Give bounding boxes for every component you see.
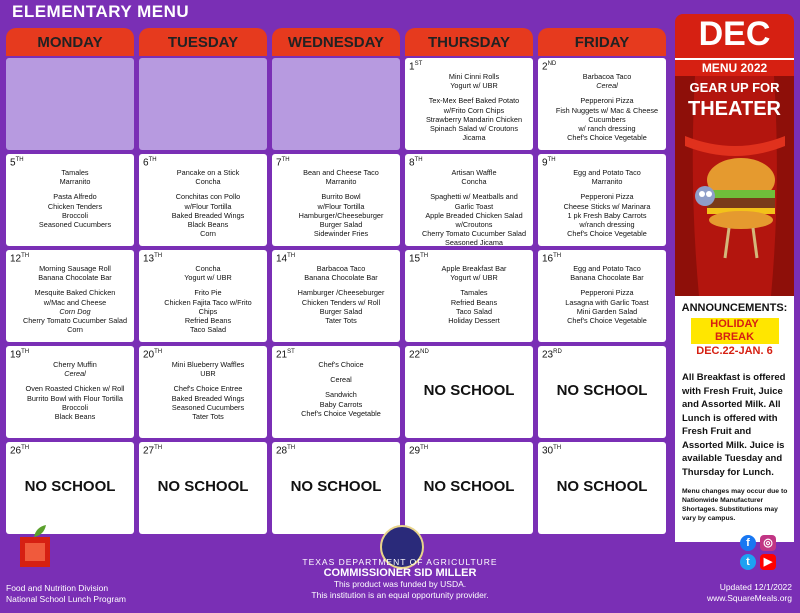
menu-item: Baby Carrots (319, 399, 363, 409)
day-cell (139, 58, 267, 150)
menu-item: Burger Salad (319, 220, 363, 230)
no-school-label: NO SCHOOL (423, 382, 515, 399)
theater-banner (675, 76, 794, 296)
menu-item: Tater Tots (192, 412, 224, 422)
day-cell (272, 58, 400, 150)
menu-item: Taco Salad (455, 306, 493, 316)
date-label: 14TH (276, 253, 296, 265)
menu-items (552, 264, 662, 325)
menu-item: Cherry Tomato Cucumber Salad (22, 316, 128, 326)
menu-item: Pasta Alfredo (53, 192, 97, 202)
theater-text: THEATER (688, 98, 781, 120)
menu-items (153, 264, 263, 334)
menu-items (20, 168, 130, 229)
menu-item: Cereal (330, 375, 352, 385)
funding-text: This product was funded by USDA. (333, 579, 467, 589)
menu-item: Chef's Choice Vegetable (567, 133, 647, 143)
menu-items (552, 168, 662, 238)
menu-item: w/Frito Corn Chips (443, 105, 505, 115)
menu-item: Taco Salad (189, 325, 227, 335)
date-label: 7TH (276, 157, 290, 169)
menu-item: Seasoned Cucumbers (171, 402, 245, 412)
month-label: DEC (698, 15, 771, 53)
menu-item: Mini Garden Salad (576, 306, 638, 316)
menu-item: Conchitas con Pollo (175, 192, 241, 202)
holiday-break-badge: HOLIDAY BREAK (691, 318, 779, 344)
menu-item: Black Beans (54, 412, 96, 422)
day-header-wednesday: WEDNESDAY (272, 28, 400, 56)
month-box (675, 14, 794, 58)
menu-item: Morning Sausage Roll (39, 264, 111, 273)
date-label: 12TH (10, 253, 30, 265)
menu-item: Broccoli (62, 210, 88, 220)
menu-item: Cheese Sticks w/ Marinara (563, 201, 651, 211)
menu-item: Pepperoni Pizza (580, 96, 634, 106)
menu-items (20, 360, 130, 421)
day-cell (6, 250, 134, 342)
page-title: ELEMENTARY MENU (12, 2, 190, 21)
announcements-title: ANNOUNCEMENTS: (681, 302, 788, 314)
menu-item: Banana Chocolate Bar (38, 273, 112, 283)
menu-item: Sandwich (325, 390, 357, 400)
date-label: 19TH (10, 349, 30, 361)
menu-item: Pancake on a Stick (176, 168, 240, 177)
social-icons (740, 535, 778, 575)
date-label: 26TH (10, 445, 30, 457)
program-text: National School Lunch Program (6, 594, 127, 604)
menu-item: w/Flour Tortilla (317, 201, 365, 211)
menu-item: Yogurt w/ UBR (184, 273, 232, 283)
day-cell (139, 442, 267, 534)
menu-item: Burger Salad (319, 306, 363, 316)
day-cell (6, 346, 134, 438)
date-label: 22ND (409, 349, 429, 361)
day-cell (538, 58, 666, 150)
date-label: 2ND (542, 61, 557, 73)
menu-item: Chicken Fajita Taco w/Frito (164, 297, 252, 307)
menu-item: Mini Cinni Rolls (448, 72, 500, 81)
day-header-tuesday: TUESDAY (139, 28, 267, 56)
menu-item: Frito Pie (194, 288, 222, 298)
date-label: 23RD (542, 349, 562, 361)
menu-item: Chef's Choice Vegetable (567, 229, 647, 239)
menu-item: Banana Chocolate Bar (570, 273, 644, 283)
menu-item: Chef's Choice Vegetable (301, 408, 381, 418)
menu-item: Oven Roasted Chicken w/ Roll (25, 384, 125, 394)
menu-year-label: MENU 2022 (675, 58, 794, 78)
date-label: 28TH (276, 445, 296, 457)
menu-item: UBR (200, 369, 216, 379)
day-cell (139, 346, 267, 438)
commissioner-text: COMMISSIONER SID MILLER (323, 567, 477, 579)
date-label: 30TH (542, 445, 562, 457)
menu-item: w/ ranch dressing (578, 124, 636, 134)
menu-item: Chef's Choice Entree (173, 384, 243, 394)
day-cell (538, 154, 666, 246)
day-cell (405, 250, 533, 342)
menu-items (153, 168, 263, 238)
offer-info-text: All Breakfast is offered with Fresh Fruit, Juice and Assorted Milk. All Lunch is offered with Fresh Fruit and Assorted Milk. Juice is available Tuesday and Thursday for Lunch. (682, 372, 786, 478)
day-cell (139, 154, 267, 246)
day-cell (405, 346, 533, 438)
menu-item: Seasoned Cucumbers (38, 220, 112, 230)
no-school-label: NO SCHOOL (157, 478, 249, 495)
day-cell (6, 58, 134, 150)
announcements-panel (675, 296, 794, 542)
menu-item: Chef's Choice (318, 360, 364, 369)
date-label: 27TH (143, 445, 163, 457)
equal-opportunity-text: This institution is an equal opportunity provider. (311, 590, 489, 600)
menu-items (286, 264, 396, 325)
day-cell (6, 442, 134, 534)
menu-item: Garlic Toast (454, 201, 494, 211)
website-link[interactable]: www.SquareMeals.org (706, 593, 792, 603)
day-cell (6, 154, 134, 246)
menu-item: Chicken Tenders w/ Roll (301, 297, 381, 307)
date-label: 6TH (143, 157, 157, 169)
menu-item: Mesquite Baked Chicken (34, 288, 116, 298)
footer-center (0, 557, 800, 601)
no-school-label: NO SCHOOL (24, 478, 116, 495)
twitter-icon[interactable]: t (740, 554, 756, 570)
menu-item: Corn (67, 325, 83, 335)
menu-item: w/ranch dressing (579, 220, 635, 230)
menu-item: Barbacoa Taco (316, 264, 366, 273)
menu-item: Corn Dog (59, 306, 91, 316)
menu-item: Chef's Choice Vegetable (567, 316, 647, 326)
menu-item: Tamales (61, 168, 89, 177)
menu-item: Marranito (59, 177, 91, 187)
menu-item: Marranito (591, 177, 623, 187)
menu-item: Hamburger/Cheeseburger (298, 210, 384, 220)
day-cell (272, 442, 400, 534)
department-text: TEXAS DEPARTMENT OF AGRICULTURE (302, 557, 498, 567)
date-label: 1ST (409, 61, 423, 73)
date-label: 29TH (409, 445, 429, 457)
holiday-dates: DEC.22-JAN. 6 (696, 345, 773, 357)
day-header-thursday: THURSDAY (405, 28, 533, 56)
menu-item: Tater Tots (325, 316, 357, 326)
menu-item: Broccoli (62, 402, 88, 412)
menu-item: Jicama (462, 133, 486, 143)
menu-item: Egg and Potato Taco (573, 264, 641, 273)
date-label: 16TH (542, 253, 562, 265)
menu-items (286, 360, 396, 418)
menu-item: Holiday Dessert (448, 316, 500, 326)
day-cell (405, 58, 533, 150)
sidebar (675, 14, 794, 542)
menu-item: Chips (198, 306, 218, 316)
menu-item: Baked Breaded Wings (171, 210, 245, 220)
menu-item: Cherry Muffin (53, 360, 97, 369)
day-cell (272, 154, 400, 246)
menu-item: Concha (195, 177, 221, 187)
menu-item: Fish Nuggets w/ Mac & Cheese (555, 105, 659, 115)
instagram-icon[interactable]: ◎ (760, 535, 776, 551)
menu-item: Barbacoa Taco (582, 72, 632, 81)
updated-text: Updated 12/1/2022 (719, 582, 792, 592)
division-text: Food and Nutrition Division (6, 583, 109, 593)
facebook-icon[interactable]: f (740, 535, 756, 551)
menu-item: Black Beans (187, 220, 229, 230)
day-header-friday: FRIDAY (538, 28, 666, 56)
menu-item: w/Croutons (455, 220, 493, 230)
day-cell (139, 250, 267, 342)
menu-item: Baked Breaded Wings (171, 393, 245, 403)
menu-item: Cherry Tomato Cucumber Salad (421, 229, 527, 239)
menu-item: Cereal (596, 81, 618, 91)
menu-item: Pepperoni Pizza (580, 192, 634, 202)
menu-item: Egg and Potato Taco (573, 168, 641, 177)
no-school-label: NO SCHOOL (556, 478, 648, 495)
date-label: 20TH (143, 349, 163, 361)
menu-item: Refried Beans (184, 316, 232, 326)
no-school-label: NO SCHOOL (556, 382, 648, 399)
menu-item: Seasoned Jicama (444, 238, 503, 246)
menu-item: Mini Blueberry Waffles (171, 360, 245, 369)
menu-item: Corn (200, 229, 216, 239)
menu-item: Tex-Mex Beef Baked Potato (428, 96, 520, 106)
day-cell (405, 154, 533, 246)
menu-items (419, 264, 529, 325)
menu-item: Artisan Waffle (451, 168, 497, 177)
date-label: 8TH (409, 157, 423, 169)
menu-items (419, 72, 529, 142)
day-cell (405, 442, 533, 534)
menu-calendar (6, 28, 670, 541)
menu-item: Spinach Salad w/ Croutons (429, 124, 519, 134)
day-header-monday: MONDAY (6, 28, 134, 56)
menu-items (286, 168, 396, 238)
date-label: 9TH (542, 157, 556, 169)
gear-up-text: GEAR UP FOR (689, 80, 780, 95)
day-cell (538, 346, 666, 438)
menu-item: Yogurt w/ UBR (450, 273, 498, 283)
burger-mascot-icon (689, 146, 779, 266)
menu-item: Cereal (64, 369, 86, 379)
menu-item: 1 pk Fresh Baby Carrots (567, 210, 647, 220)
menu-item: Strawberry Mandarin Chicken (425, 114, 523, 124)
day-cell (538, 442, 666, 534)
menu-change-note: Menu changes may occur due to Nationwide Manufacturer Shortages. Substitutions may vary by campus. (682, 488, 788, 522)
youtube-icon[interactable]: ▶ (760, 554, 776, 570)
menu-items (552, 72, 662, 142)
menu-items (20, 264, 130, 334)
menu-item: Concha (461, 177, 487, 187)
date-label: 13TH (143, 253, 163, 265)
menu-item: Spaghetti w/ Meatballs and (430, 192, 518, 202)
menu-item: Cucumbers (588, 114, 626, 124)
day-cell (272, 346, 400, 438)
menu-item: Yogurt w/ UBR (450, 81, 498, 91)
footer (0, 537, 800, 613)
menu-item: Apple Breakfast Bar (441, 264, 507, 273)
menu-item: Refried Beans (450, 297, 498, 307)
no-school-label: NO SCHOOL (423, 478, 515, 495)
menu-item: Bean and Cheese Taco (303, 168, 379, 177)
menu-item: Pepperoni Pizza (580, 288, 634, 298)
day-cell (272, 250, 400, 342)
date-label: 5TH (10, 157, 24, 169)
date-label: 15TH (409, 253, 429, 265)
menu-items (153, 360, 263, 421)
menu-item: w/Mac and Cheese (43, 297, 107, 307)
menu-item: Chicken Tenders (47, 201, 103, 211)
menu-item: Lasagna with Garlic Toast (565, 297, 649, 307)
menu-item: Hamburger /Cheeseburger (297, 288, 385, 298)
menu-item: Burrito Bowl (321, 192, 361, 202)
no-school-label: NO SCHOOL (290, 478, 382, 495)
menu-item: Concha (195, 264, 221, 273)
menu-items (419, 168, 529, 246)
menu-item: Burrito Bowl with Flour Tortilla (27, 393, 123, 403)
menu-item: Banana Chocolate Bar (304, 273, 378, 283)
menu-item: Marranito (325, 177, 357, 187)
day-cell (538, 250, 666, 342)
menu-item: Tamales (460, 288, 488, 298)
menu-item: Apple Breaded Chicken Salad (425, 210, 523, 220)
footer-right (707, 582, 792, 604)
menu-item: w/Flour Tortilla (184, 201, 232, 211)
menu-item: Sidewinder Fries (313, 229, 369, 239)
date-label: 21ST (276, 349, 295, 361)
